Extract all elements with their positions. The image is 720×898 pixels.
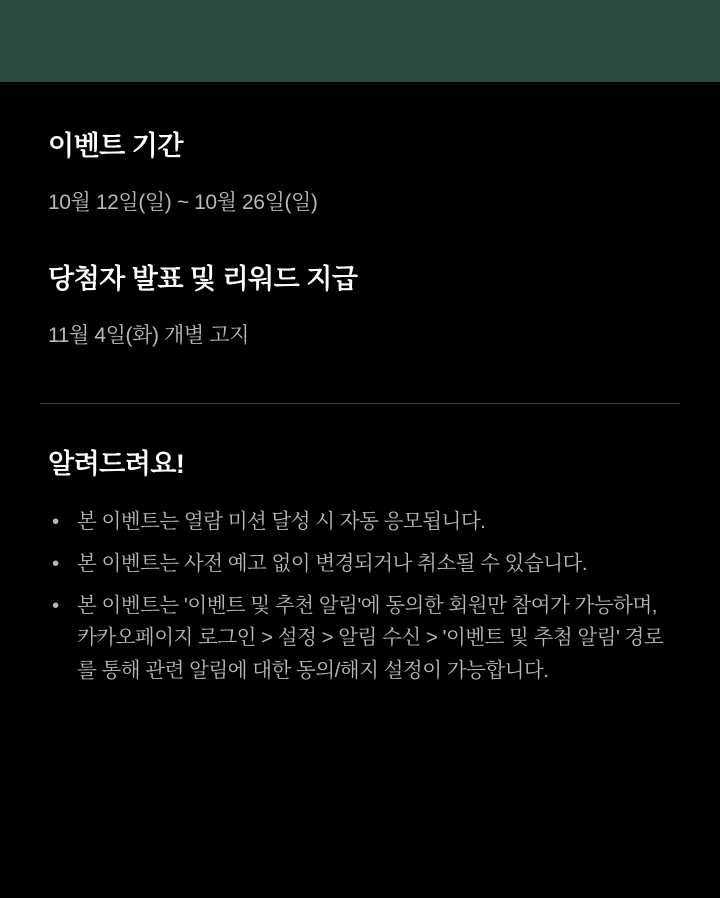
content-area bbox=[0, 130, 720, 688]
notice-title: 알려드려요! bbox=[48, 448, 185, 479]
notice-item-text: 본 이벤트는 열람 미션 달성 시 자동 응모됩니다. bbox=[77, 509, 486, 533]
bullet-icon: • bbox=[52, 593, 59, 617]
event-period-value: 10월 12일(일) ~ 10월 26일(일) bbox=[48, 191, 318, 215]
notice-section bbox=[40, 448, 680, 688]
notice-list bbox=[40, 506, 680, 688]
winner-announcement-section bbox=[40, 263, 680, 351]
winner-announcement-value: 11월 4일(화) 개별 고지 bbox=[48, 324, 249, 348]
winner-announcement-title: 당첨자 발표 및 리워드 지급 bbox=[48, 263, 358, 294]
bullet-icon: • bbox=[52, 509, 59, 533]
list-item bbox=[40, 548, 680, 581]
event-period-title: 이벤트 기간 bbox=[48, 131, 183, 161]
notice-item-text: 본 이벤트는 '이벤트 및 추천 알림'에 동의한 회원만 참여가 가능하며, 카카오페이지 로그인 > 설정 > 알림 수신 > '이벤트 및 추첨 알림' 경로를 통해 관련 알림에 대한 동의/해지 설정이 가능합니다. bbox=[77, 593, 664, 683]
list-item bbox=[40, 506, 680, 539]
section-divider bbox=[40, 403, 680, 404]
top-banner-band bbox=[0, 0, 720, 82]
list-item bbox=[40, 590, 680, 688]
event-period-section bbox=[40, 130, 680, 218]
bullet-icon: • bbox=[52, 551, 59, 575]
notice-item-text: 본 이벤트는 사전 예고 없이 변경되거나 취소될 수 있습니다. bbox=[77, 551, 588, 575]
